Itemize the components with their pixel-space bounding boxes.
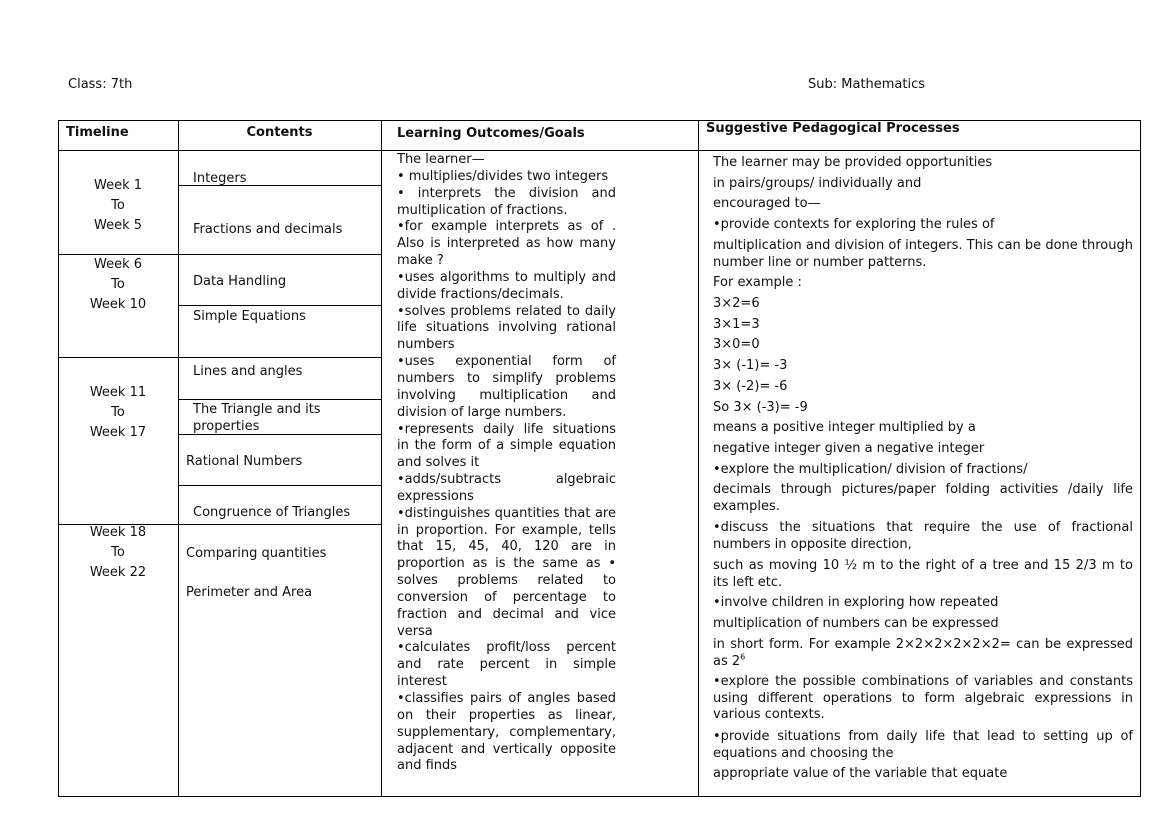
week-end: Week 10 bbox=[89, 297, 147, 312]
week-start: Week 18 bbox=[89, 525, 147, 540]
pedagogy-line: appropriate value of the variable that equate bbox=[713, 766, 1008, 781]
content-fractions-decimals: Fractions and decimals bbox=[193, 222, 343, 237]
outcome-item: The learner— bbox=[397, 152, 485, 167]
content-integers: Integers bbox=[193, 171, 247, 186]
pedagogy-exponent: 6 bbox=[740, 652, 746, 662]
content-rational-numbers: Rational Numbers bbox=[186, 454, 303, 469]
outcome-item: • interprets the division and multiplication of fractions. bbox=[397, 185, 616, 218]
pedagogy-line: 3×0=0 bbox=[713, 337, 760, 352]
contents-divider bbox=[178, 485, 381, 486]
pedagogy-line: multiplication and division of integers. This can be done through number line or number patterns. bbox=[713, 238, 1133, 270]
pedagogy-line: in pairs/groups/ individually and bbox=[713, 176, 922, 191]
header-contents: Contents bbox=[246, 125, 313, 140]
table-border-top bbox=[58, 120, 1141, 121]
week-start: Week 1 bbox=[93, 178, 143, 193]
header-learning-outcomes: Learning Outcomes/Goals bbox=[397, 126, 585, 141]
learning-outcomes-cell bbox=[397, 152, 616, 775]
pedagogy-line: 3× (-1)= -3 bbox=[713, 358, 788, 373]
pedagogy-line: •provide situations from daily life that lead to setting up of equations and choosing the bbox=[713, 729, 1133, 761]
table-border-bottom bbox=[58, 796, 1141, 797]
content-perimeter-area: Perimeter and Area bbox=[186, 585, 313, 600]
outcome-item: •classifies pairs of angles based on their properties as linear, supplementary, complementary, adjacent and vertically opposite and finds bbox=[397, 691, 616, 774]
content-comparing-quantities: Comparing quantities bbox=[186, 546, 327, 561]
contents-divider bbox=[178, 254, 381, 255]
timeline-cell-3 bbox=[58, 383, 178, 443]
content-triangle-properties: The Triangle and its properties bbox=[193, 402, 321, 434]
week-start: Week 11 bbox=[89, 385, 147, 400]
pedagogy-line: means a positive integer multiplied by a bbox=[713, 420, 976, 435]
contents-divider bbox=[178, 399, 381, 400]
outcome-item: •adds/subtracts algebraic expressions bbox=[397, 472, 616, 504]
timeline-cell-2 bbox=[58, 255, 178, 315]
outcome-item: •for example interprets as of . Also is interpreted as how many make ? bbox=[397, 219, 616, 269]
week-to: To bbox=[111, 277, 125, 292]
pedagogy-line: •explore the multiplication/ division of fractions/ bbox=[713, 462, 1028, 477]
pedagogy-line: The learner may be provided opportunities bbox=[713, 155, 993, 170]
content-data-handling: Data Handling bbox=[193, 274, 287, 289]
week-end: Week 22 bbox=[89, 565, 147, 580]
contents-divider bbox=[178, 305, 381, 306]
pedagogy-line: negative integer given a negative integer bbox=[713, 441, 985, 456]
header-pedagogical-processes: Suggestive Pedagogical Processes bbox=[706, 121, 960, 136]
col-divider-4 bbox=[1140, 120, 1141, 797]
outcome-item: •uses exponential form of numbers to simplify problems involving multiplication and division of large numbers. bbox=[397, 354, 616, 420]
outcome-item: •represents daily life situations in the form of a simple equation and solves it bbox=[397, 421, 616, 471]
subject-label: Sub: Mathematics bbox=[808, 77, 926, 92]
outcome-item: •distinguishes quantities that are in proportion. For example, tells that 15, 45, 40, 120 are in proportion as is the same as • solves problems related to conversion of percentage to fraction and decimal and vice versa bbox=[397, 505, 616, 639]
timeline-cell-4 bbox=[58, 523, 178, 583]
pedagogy-line: such as moving 10 ½ m to the right of a tree and 15 2/3 m to its left etc. bbox=[713, 558, 1133, 590]
col-divider-2 bbox=[381, 120, 382, 797]
contents-divider bbox=[178, 357, 381, 358]
pedagogy-line: 3×2=6 bbox=[713, 296, 760, 311]
pedagogy-line bbox=[713, 637, 1133, 670]
week-start: Week 6 bbox=[93, 257, 143, 272]
week-end: Week 17 bbox=[89, 425, 147, 440]
pedagogy-line: 3×1=3 bbox=[713, 317, 760, 332]
pedagogy-line: multiplication of numbers can be expressed bbox=[713, 616, 999, 631]
pedagogy-line: For example : bbox=[713, 275, 802, 290]
week-to: To bbox=[111, 198, 125, 213]
pedagogy-line: •involve children in exploring how repeated bbox=[713, 595, 999, 610]
col-divider-3 bbox=[698, 120, 699, 797]
content-simple-equations: Simple Equations bbox=[193, 309, 306, 324]
outcome-item: • multiplies/divides two integers bbox=[397, 168, 609, 184]
outcome-item: •uses algorithms to multiply and divide fractions/decimals. bbox=[397, 269, 616, 302]
pedagogy-line: So 3× (-3)= -9 bbox=[713, 400, 808, 415]
pedagogy-line: •discuss the situations that require the use of fractional numbers in opposite direction, bbox=[713, 520, 1133, 552]
class-label: Class: 7th bbox=[68, 77, 133, 92]
outcome-item: •calculates profit/loss percent and rate percent in simple interest bbox=[397, 640, 616, 690]
pedagogy-line: •explore the possible combinations of variables and constants using different operations to form algebraic expressions in various contexts. bbox=[713, 674, 1133, 722]
outcome-item: •solves problems related to daily life situations involving rational numbers bbox=[397, 303, 616, 353]
header-divider bbox=[58, 150, 1141, 151]
content-congruence: Congruence of Triangles bbox=[193, 505, 351, 520]
week-to: To bbox=[111, 545, 125, 560]
contents-divider bbox=[178, 524, 381, 525]
content-lines-angles: Lines and angles bbox=[193, 364, 303, 379]
pedagogy-line: 3× (-2)= -6 bbox=[713, 379, 788, 394]
pedagogy-exponent-text: in short form. For example 2×2×2×2×2×2= can be expressed as 2 bbox=[713, 637, 1133, 669]
header-timeline: Timeline bbox=[66, 125, 129, 140]
pedagogy-line: •provide contexts for exploring the rules of bbox=[713, 217, 995, 232]
timeline-cell-1 bbox=[58, 176, 178, 236]
col-divider-1 bbox=[178, 120, 179, 797]
week-end: Week 5 bbox=[93, 218, 143, 233]
pedagogy-line: decimals through pictures/paper folding activities /daily life examples. bbox=[713, 482, 1133, 514]
timeline-divider bbox=[58, 357, 178, 358]
week-to: To bbox=[111, 405, 125, 420]
pedagogy-line: encouraged to— bbox=[713, 196, 821, 211]
